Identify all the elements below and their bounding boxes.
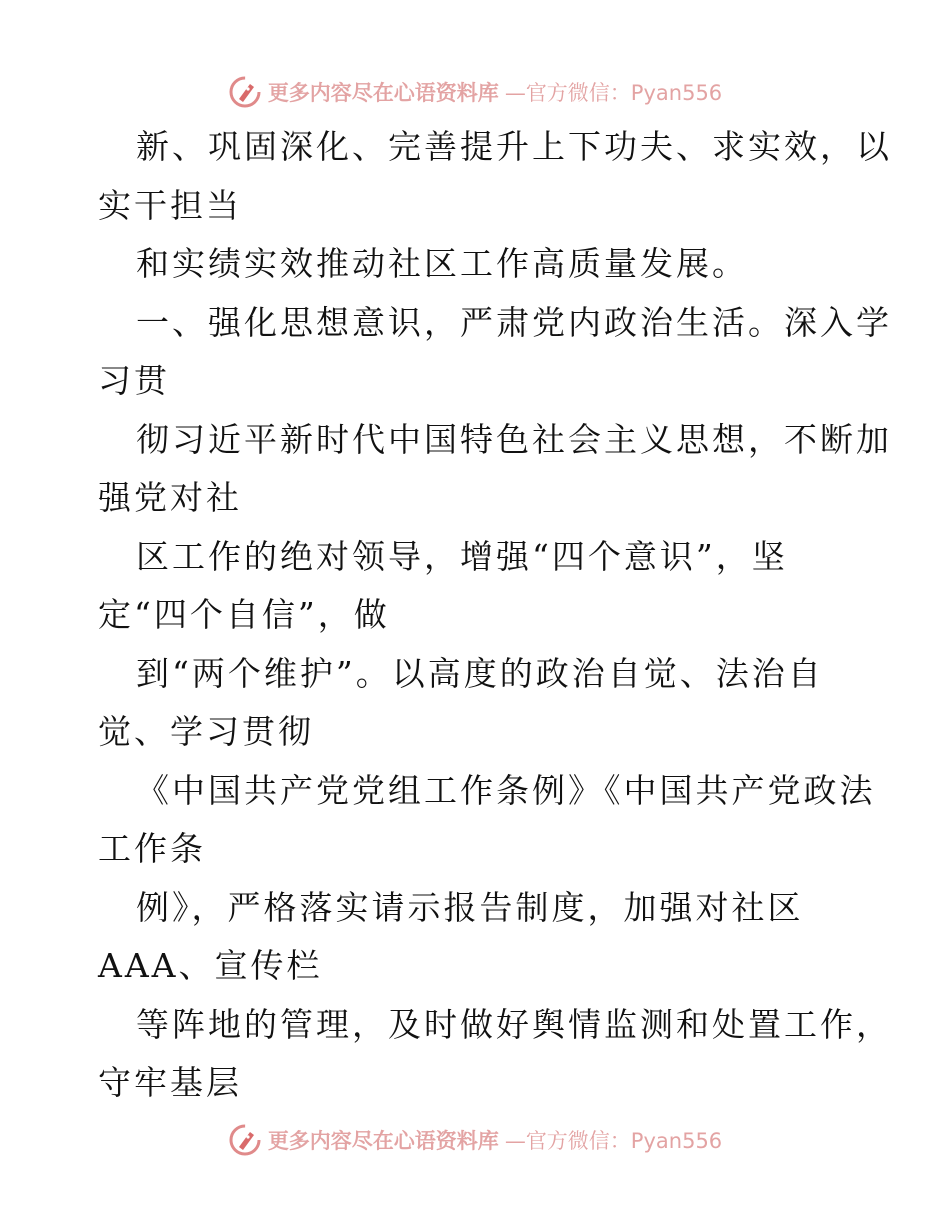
header-watermark <box>0 72 950 112</box>
text-line: 习贯 <box>98 361 170 400</box>
text-line: 觉、学习贯彻 <box>98 712 314 751</box>
text-line: 定“四个自信”，做 <box>98 595 390 634</box>
pen-nib-logo-icon <box>228 1123 262 1157</box>
text-line: 守牢基层 <box>98 1063 242 1102</box>
watermark-brand: 更多内容尽在心语资料库 <box>267 80 499 105</box>
text-line: 和实绩实效推动社区工作高质量发展。 <box>136 244 748 283</box>
watermark-account: —官方微信：Pyan556 <box>504 81 723 105</box>
text-line: 例》，严格落实请示报告制度，加强对社区 <box>136 887 804 927</box>
text-line: 强党对社 <box>98 478 242 517</box>
footer-watermark <box>0 1120 950 1160</box>
text-line: AAA、宣传栏 <box>98 946 323 985</box>
watermark-brand: 更多内容尽在心语资料库 <box>267 1128 499 1153</box>
text-line: 一、强化思想意识，严肃党内政治生活。深入学 <box>136 302 892 342</box>
text-line: 区工作的绝对领导，增强“四个意识”，坚 <box>136 536 788 576</box>
watermark-account: —官方微信：Pyan556 <box>504 1129 723 1153</box>
text-line: 彻习近平新时代中国特色社会主义思想，不断加 <box>136 419 892 459</box>
text-line: 等阵地的管理，及时做好舆情监测和处置工作， <box>136 1004 892 1044</box>
text-line: 实干担当 <box>98 185 242 225</box>
pen-nib-logo-icon <box>228 75 262 109</box>
document-body <box>98 118 892 1113</box>
text-line: 工作条 <box>98 829 206 868</box>
text-line: 到“两个维护”。以高度的政治自觉、法治自 <box>136 653 824 693</box>
text-line: 《中国共产党党组工作条例》《中国共产党政法 <box>136 770 876 810</box>
text-line: 新、巩固深化、完善提升上下功夫、求实效，以 <box>136 127 892 166</box>
